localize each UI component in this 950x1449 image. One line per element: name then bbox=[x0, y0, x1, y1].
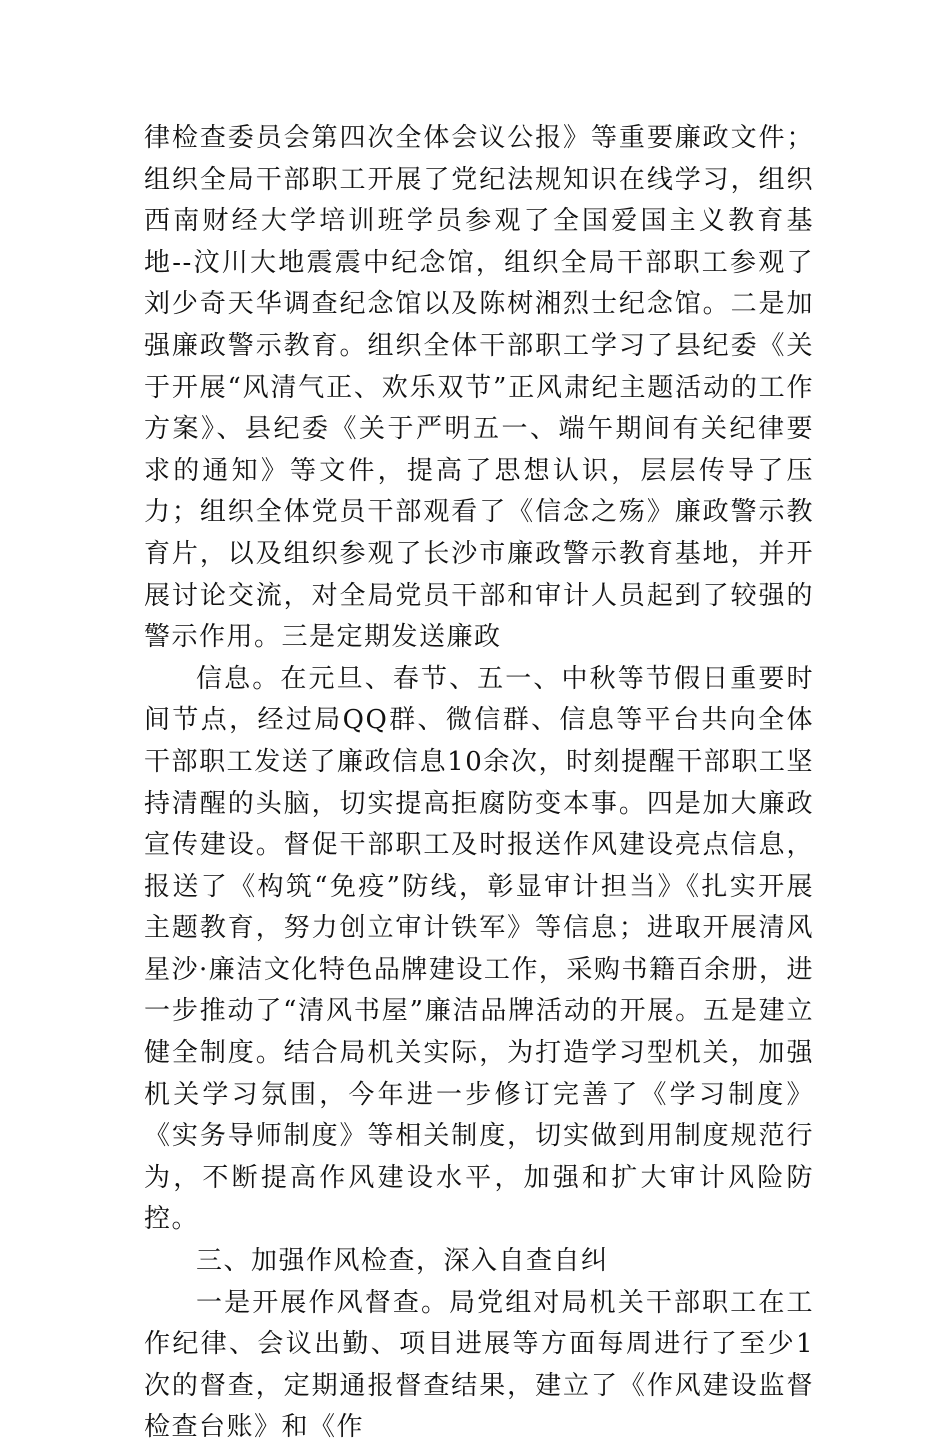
section-heading-3: 三、加强作风检查，深入自查自纠 bbox=[196, 1246, 609, 1277]
document-body bbox=[144, 118, 814, 1449]
paragraph-1: 律检查委员会第四次全体会议公报》等重要廉政文件；组织全局干部职工开展了党纪法规知识在线学习，组织西南财经大学培训班学员参观了全国爱国主义教育基地--汶川大地震震中纪念馆，组织全局干部职工参观了刘少奇天华调查纪念馆以及陈树湘烈士纪念馆。二是加强廉政警示教育。组织全体干部职工学习了县纪委《关于开展“风清气正、欢乐双节”正风肃纪主题活动的工作方案》、县纪委《关于严明五一、端午期间有关纪律要求的通知》等文件，提高了思想认识，层层传导了压力；组织全体党员干部观看了《信念之殇》廉政警示教育片，以及组织参观了长沙市廉政警示教育基地，并开展讨论交流，对全局党员干部和审计人员起到了较强的警示作用。三是定期发送廉政 bbox=[144, 123, 814, 653]
paragraph-4: 一是开展作风督查。局党组对局机关干部职工在工作纪律、会议出勤、项目进展等方面每周进行了至少1次的督查，定期通报督查结果，建立了《作风建设监督检查台账》和《作 bbox=[144, 1287, 814, 1443]
paragraph-2: 信息。在元旦、春节、五一、中秋等节假日重要时间节点，经过局QQ群、微信群、信息等平台共向全体干部职工发送了廉政信息10余次，时刻提醒干部职工坚持清醒的头脑，切实提高拒腐防变本事。四是加大廉政宣传建设。督促干部职工及时报送作风建设亮点信息，报送了《构筑“免疫”防线，彰显审计担当》《扎实开展主题教育，努力创立审计铁军》等信息；进取开展清风星沙·廉洁文化特色品牌建设工作，采购书籍百余册，进一步推动了“清风书屋”廉洁品牌活动的开展。五是建立健全制度。结合局机关实际，为打造学习型机关，加强机关学习氛围，今年进一步修订完善了《学习制度》《实务导师制度》等相关制度，切实做到用制度规范行为，不断提高作风建设水平，加强和扩大审计风险防控。 bbox=[144, 663, 814, 1235]
